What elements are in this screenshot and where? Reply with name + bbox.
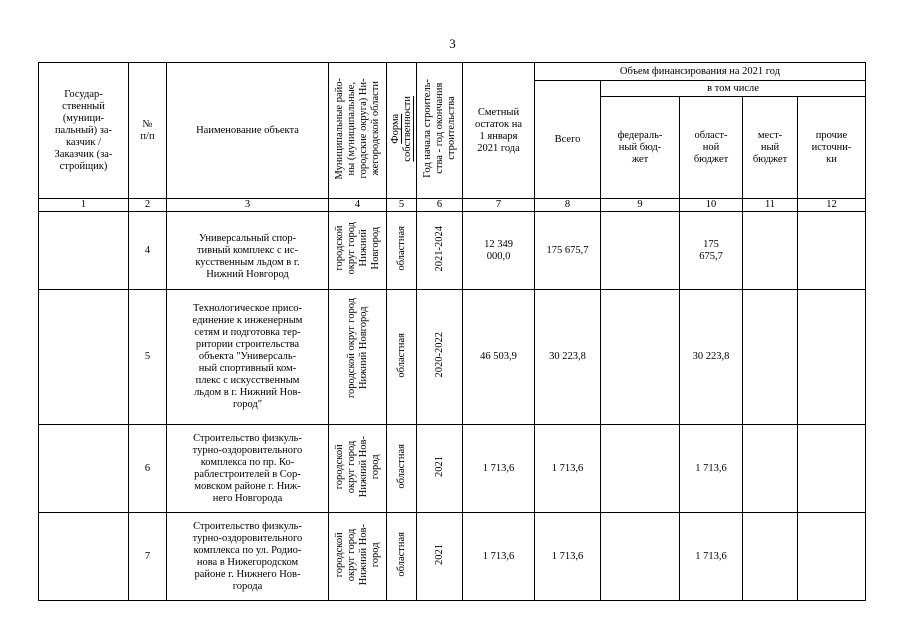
row-municipality: городской округ город Нижний Нов- город — [329, 425, 387, 513]
header-including: в том числе — [601, 81, 866, 97]
row-total: 175 675,7 — [535, 212, 601, 290]
row-customer — [39, 212, 129, 290]
row-total: 1 713,6 — [535, 513, 601, 601]
column-number: 5 — [387, 199, 417, 212]
row-regional: 175 675,7 — [680, 212, 743, 290]
column-number: 4 — [329, 199, 387, 212]
row-local — [743, 212, 798, 290]
row-number: 5 — [129, 290, 167, 425]
column-number: 6 — [417, 199, 463, 212]
row-other — [798, 513, 866, 601]
header-ownership: Форма собственности — [387, 63, 417, 199]
header-other: прочие источни- ки — [798, 97, 866, 199]
row-local — [743, 290, 798, 425]
row-federal — [601, 290, 680, 425]
column-number: 10 — [680, 199, 743, 212]
row-years: 2021 — [417, 425, 463, 513]
row-local — [743, 513, 798, 601]
row-total: 30 223,8 — [535, 290, 601, 425]
row-estimate: 12 349 000,0 — [463, 212, 535, 290]
row-customer — [39, 513, 129, 601]
row-municipality: городской округ город Нижний Нов- город — [329, 513, 387, 601]
row-number: 7 — [129, 513, 167, 601]
row-estimate: 1 713,6 — [463, 425, 535, 513]
row-number: 4 — [129, 212, 167, 290]
header-regional: област- ной бюджет — [680, 97, 743, 199]
row-object-name: Универсальный спор- тивный комплекс с ис- кусственным льдом в г. Нижний Новгород — [167, 212, 329, 290]
row-customer — [39, 425, 129, 513]
header-object-name: Наименование объекта — [167, 63, 329, 199]
row-municipality: городской округ город Нижний Новгород — [329, 212, 387, 290]
row-years: 2020-2022 — [417, 290, 463, 425]
row-estimate: 1 713,6 — [463, 513, 535, 601]
row-regional: 1 713,6 — [680, 513, 743, 601]
row-ownership: областная — [387, 290, 417, 425]
table-row — [39, 290, 866, 425]
column-number: 11 — [743, 199, 798, 212]
row-number: 6 — [129, 425, 167, 513]
header-estimate: Сметный остаток на 1 января 2021 года — [463, 63, 535, 199]
row-customer — [39, 290, 129, 425]
financing-table — [38, 62, 866, 601]
row-local — [743, 425, 798, 513]
row-ownership: областная — [387, 513, 417, 601]
row-other — [798, 290, 866, 425]
header-number: № п/п — [129, 63, 167, 199]
column-number: 8 — [535, 199, 601, 212]
table-row — [39, 425, 866, 513]
row-regional: 30 223,8 — [680, 290, 743, 425]
column-number: 7 — [463, 199, 535, 212]
header-years: Год начала строитель- ства - год окончания строительства — [417, 63, 463, 199]
row-regional: 1 713,6 — [680, 425, 743, 513]
column-number: 2 — [129, 199, 167, 212]
column-number: 3 — [167, 199, 329, 212]
header-funding-group: Объем финансирования на 2021 год — [535, 63, 866, 81]
row-municipality: городской округ город Нижний Новгород — [329, 290, 387, 425]
row-object-name: Строительство физкуль- турно-оздоровительного комплекса по ул. Родио- нова в Нижегородском районе г. Нижнего Нов- города — [167, 513, 329, 601]
row-federal — [601, 513, 680, 601]
column-numbers-row — [39, 199, 866, 212]
row-federal — [601, 425, 680, 513]
header-customer: Государ- ственный (муници- пальный) за- казчик / Заказчик (за- стройщик) — [39, 63, 129, 199]
row-years: 2021 — [417, 513, 463, 601]
column-number: 9 — [601, 199, 680, 212]
table-row — [39, 513, 866, 601]
header-total: Всего — [535, 81, 601, 199]
row-other — [798, 425, 866, 513]
row-years: 2021-2024 — [417, 212, 463, 290]
page-number: 3 — [449, 36, 456, 51]
row-federal — [601, 212, 680, 290]
row-estimate: 46 503,9 — [463, 290, 535, 425]
row-object-name: Технологическое присо- единение к инженерным сетям и подготовка тер- ритории строительства объекта "Универсаль- ный спортивный ком- плекс с искусственным льдом в г. Нижний Нов- город" — [167, 290, 329, 425]
column-number: 1 — [39, 199, 129, 212]
row-object-name: Строительство физкуль- турно-оздоровительного комплекса по пр. Ко- раблестроителей в Сор- мовском районе г. Ниж- него Новгорода — [167, 425, 329, 513]
header-federal: федераль- ный бюд- жет — [601, 97, 680, 199]
table-row — [39, 212, 866, 290]
column-number: 12 — [798, 199, 866, 212]
header-municipality: Муниципальные райо- ны (муниципальные, городские округа) Ни- жегородской области — [329, 63, 387, 199]
row-other — [798, 212, 866, 290]
header-local: мест- ный бюджет — [743, 97, 798, 199]
row-ownership: областная — [387, 425, 417, 513]
row-total: 1 713,6 — [535, 425, 601, 513]
row-ownership: областная — [387, 212, 417, 290]
